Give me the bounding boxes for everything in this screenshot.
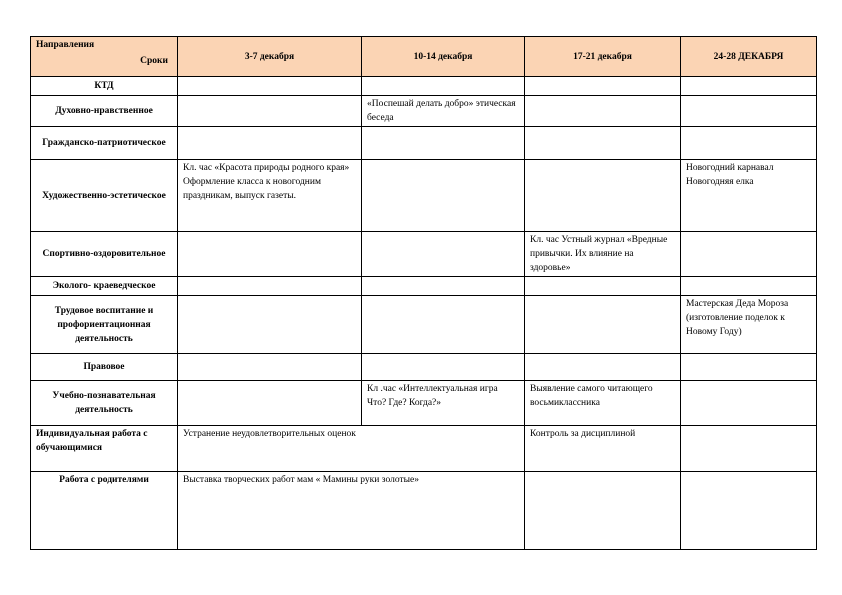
plan-cell: «Поспешай делать добро» этическая беседа	[362, 96, 525, 127]
table-row	[31, 354, 817, 381]
plan-cell	[178, 232, 362, 277]
plan-cell: Выставка творческих работ мам « Мамины руки золотые»	[178, 472, 525, 550]
direction-cell: Правовое	[31, 354, 178, 381]
week-header: 10-14 декабря	[362, 37, 525, 77]
direction-cell: Работа с родителями	[31, 472, 178, 550]
corner-cell	[31, 37, 178, 77]
plan-cell	[178, 354, 362, 381]
plan-cell	[178, 77, 362, 96]
plan-cell: Кл. час «Красота природы родного края» Оформление класса к новогодним праздникам, выпуск газеты.	[178, 160, 362, 232]
plan-cell	[362, 160, 525, 232]
plan-cell	[178, 96, 362, 127]
directions-label: Направления	[36, 40, 95, 50]
plan-cell	[525, 96, 681, 127]
week-header: 17-21 декабря	[525, 37, 681, 77]
table-row	[31, 296, 817, 354]
plan-cell	[681, 127, 817, 160]
direction-cell: Трудовое воспитание и профориентационная деятельность	[31, 296, 178, 354]
table-row	[31, 127, 817, 160]
plan-cell	[525, 354, 681, 381]
table-row	[31, 232, 817, 277]
plan-cell	[525, 77, 681, 96]
plan-cell	[178, 381, 362, 426]
week-header: 3-7 декабря	[178, 37, 362, 77]
plan-cell: Устранение неудовлетворительных оценок	[178, 426, 525, 472]
plan-cell	[525, 472, 681, 550]
direction-cell: Учебно-познавательная деятельность	[31, 381, 178, 426]
plan-cell	[525, 160, 681, 232]
direction-cell: Спортивно-оздоровительное	[31, 232, 178, 277]
plan-cell	[681, 354, 817, 381]
plan-cell	[362, 354, 525, 381]
plan-cell	[178, 296, 362, 354]
plan-cell	[362, 296, 525, 354]
dates-label: Сроки	[140, 56, 168, 66]
plan-cell	[681, 381, 817, 426]
plan-cell	[178, 127, 362, 160]
plan-cell	[681, 277, 817, 296]
table-row	[31, 160, 817, 232]
direction-cell: Эколого- краеведческое	[31, 277, 178, 296]
plan-cell	[525, 127, 681, 160]
plan-cell	[681, 232, 817, 277]
plan-cell	[362, 232, 525, 277]
direction-cell: Гражданско-патриотическое	[31, 127, 178, 160]
plan-table	[30, 36, 817, 550]
plan-cell	[362, 277, 525, 296]
plan-cell	[178, 277, 362, 296]
direction-cell: Художественно-эстетическое	[31, 160, 178, 232]
table-row	[31, 77, 817, 96]
plan-cell: Контроль за дисциплиной	[525, 426, 681, 472]
plan-cell	[525, 296, 681, 354]
plan-cell: Выявление самого читающего восьмиклассника	[525, 381, 681, 426]
table-row	[31, 277, 817, 296]
plan-cell: Новогодний карнавал Новогодняя елка	[681, 160, 817, 232]
plan-cell	[362, 77, 525, 96]
plan-cell	[681, 77, 817, 96]
direction-cell: Индивидуальная работа с обучающимися	[31, 426, 178, 472]
plan-cell	[525, 277, 681, 296]
plan-cell	[681, 472, 817, 550]
plan-cell	[681, 426, 817, 472]
plan-cell	[362, 127, 525, 160]
plan-cell: Кл .час «Интеллектуальная игра Что? Где? Когда?»	[362, 381, 525, 426]
table-row	[31, 381, 817, 426]
direction-cell: Духовно-нравственное	[31, 96, 178, 127]
table-row	[31, 472, 817, 550]
table-row	[31, 426, 817, 472]
plan-cell: Мастерская Деда Мороза (изготовление поделок к Новому Году)	[681, 296, 817, 354]
table-row	[31, 96, 817, 127]
plan-cell: Кл. час Устный журнал «Вредные привычки. Их влияние на здоровье»	[525, 232, 681, 277]
header-row	[31, 37, 817, 77]
week-header: 24-28 ДЕКАБРЯ	[681, 37, 817, 77]
plan-cell	[681, 96, 817, 127]
direction-cell: КТД	[31, 77, 178, 96]
